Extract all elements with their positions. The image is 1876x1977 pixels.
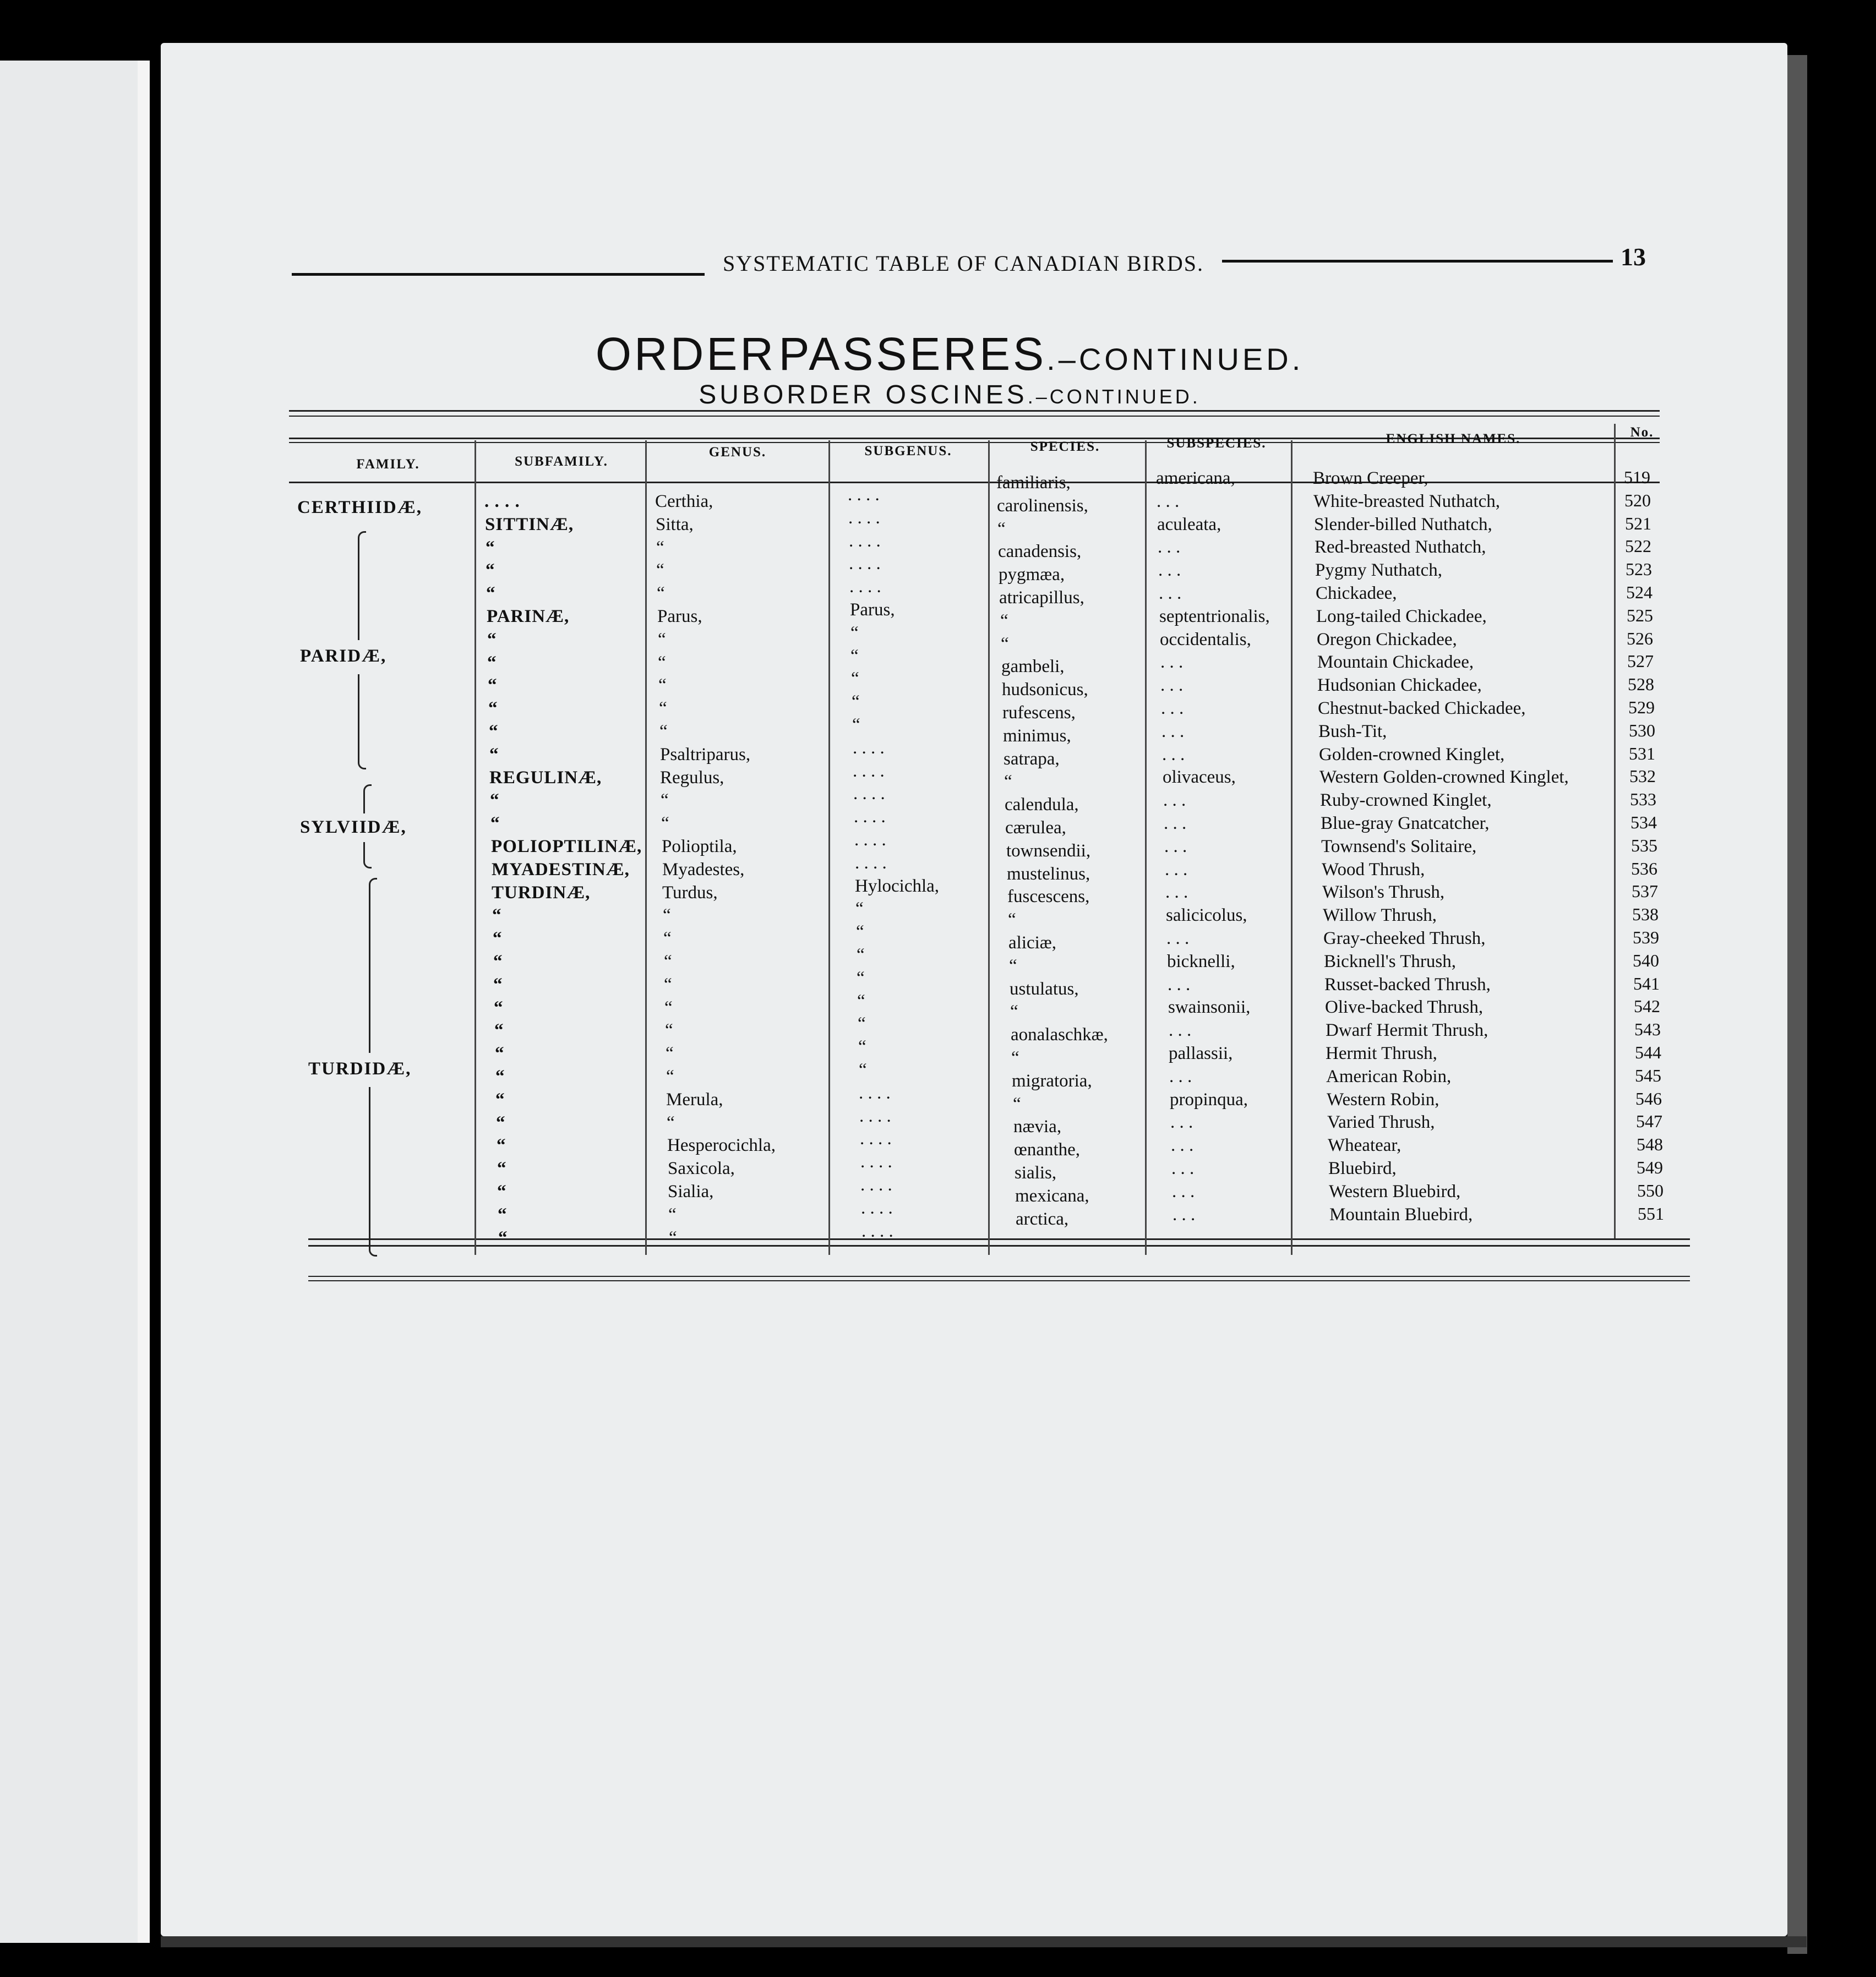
- cell-no: 526: [1627, 629, 1653, 648]
- cell-no: 549: [1637, 1157, 1663, 1177]
- cell-subspecies: salicicolus,: [1166, 905, 1247, 925]
- cell-subfamily: “: [497, 1182, 507, 1202]
- cell-english: Mountain Bluebird,: [1329, 1205, 1473, 1225]
- cell-no: 546: [1635, 1089, 1662, 1108]
- cell-subgenus: . . . .: [860, 1152, 892, 1172]
- cell-genus: “: [657, 583, 665, 603]
- cell-subspecies: . . .: [1159, 583, 1182, 603]
- cell-subgenus: “: [852, 692, 860, 712]
- col-header-genus: GENUS.: [708, 445, 767, 460]
- cell-no: 530: [1629, 720, 1655, 740]
- cell-subspecies: . . .: [1164, 837, 1187, 856]
- cell-subspecies: . . .: [1163, 790, 1186, 810]
- cell-subgenus: . . . .: [861, 1221, 893, 1241]
- cell-no: 522: [1625, 536, 1651, 556]
- cell-subfamily: REGULINÆ,: [489, 768, 602, 788]
- order-label: ORDER: [595, 328, 777, 380]
- cell-genus: “: [668, 1205, 677, 1225]
- cell-subfamily: “: [488, 698, 498, 718]
- cell-no: 540: [1633, 951, 1659, 970]
- cell-subfamily: PARINÆ,: [487, 607, 570, 626]
- cell-genus: Regulus,: [660, 768, 724, 788]
- cell-species: gambeli,: [1001, 657, 1065, 676]
- cell-no: 548: [1637, 1134, 1663, 1154]
- cell-genus: “: [659, 698, 667, 718]
- cell-genus: Saxicola,: [668, 1159, 735, 1178]
- cell-english: Blue-gray Gnatcatcher,: [1321, 813, 1490, 833]
- cell-english: Bush-Tit,: [1318, 722, 1387, 741]
- cell-subspecies: . . .: [1170, 1112, 1193, 1132]
- cell-subfamily: . . . .: [484, 491, 520, 511]
- cell-no: 541: [1633, 974, 1660, 993]
- family-brace: [358, 674, 366, 769]
- cell-species: “: [1009, 956, 1017, 976]
- cell-genus: “: [661, 813, 669, 833]
- cell-subgenus: . . . .: [861, 1198, 893, 1218]
- cell-no: 528: [1628, 674, 1654, 694]
- cell-subfamily: “: [495, 1044, 505, 1063]
- cell-subgenus: . . . .: [853, 738, 885, 758]
- cell-species: ustulatus,: [1010, 979, 1079, 999]
- cell-species: carolinensis,: [997, 496, 1088, 516]
- cell-english: Gray-cheeked Thrush,: [1323, 929, 1486, 948]
- cell-subgenus: “: [850, 646, 859, 666]
- cell-subgenus: . . . .: [860, 1175, 892, 1195]
- cell-subgenus: “: [857, 991, 865, 1011]
- cell-no: 521: [1625, 514, 1651, 533]
- cell-subgenus: . . . .: [854, 830, 886, 850]
- cell-genus: “: [658, 653, 666, 673]
- cell-subfamily: “: [487, 630, 497, 649]
- suborder-label: SUBORDER OSCINES: [699, 380, 1028, 409]
- cell-species: canadensis,: [998, 542, 1082, 561]
- cell-genus: “: [663, 929, 672, 948]
- cell-no: 544: [1635, 1042, 1661, 1062]
- cell-species: hudsonicus,: [1002, 680, 1088, 700]
- cell-subgenus: . . . .: [849, 554, 881, 574]
- cell-genus: “: [663, 905, 671, 925]
- cell-subspecies: . . .: [1171, 1159, 1195, 1178]
- cell-genus: “: [661, 790, 669, 810]
- cell-subgenus: “: [856, 922, 864, 942]
- cell-subfamily: “: [493, 952, 503, 971]
- cell-species: mexicana,: [1015, 1186, 1089, 1206]
- cell-species: fuscescens,: [1007, 887, 1090, 906]
- cell-english: Bicknell's Thrush,: [1324, 952, 1456, 971]
- col-header-number: No.: [1630, 425, 1654, 440]
- family-brace: [369, 878, 377, 1053]
- cell-genus: “: [656, 538, 664, 558]
- cell-subspecies: . . .: [1172, 1205, 1196, 1225]
- cell-species: “: [1013, 1094, 1021, 1114]
- cell-species: migratoria,: [1012, 1071, 1092, 1091]
- cell-subspecies: . . .: [1168, 975, 1191, 995]
- cell-subspecies: olivaceus,: [1163, 767, 1236, 787]
- cell-species: “: [1008, 910, 1016, 930]
- cell-species: mustelinus,: [1007, 864, 1090, 884]
- cell-subfamily: “: [490, 813, 500, 833]
- cell-english: Pygmy Nuthatch,: [1315, 560, 1442, 580]
- cell-subfamily: “: [487, 653, 497, 673]
- col-header-species: SPECIES.: [1030, 439, 1100, 454]
- running-head: SYSTEMATIC TABLE OF CANADIAN BIRDS.: [723, 251, 1204, 276]
- cell-species: aliciæ,: [1008, 933, 1057, 953]
- cell-english: Hermit Thrush,: [1326, 1044, 1437, 1063]
- cell-subfamily: POLIOPTILINÆ,: [491, 837, 642, 856]
- cell-genus: “: [664, 998, 673, 1018]
- cell-subfamily: “: [495, 1067, 505, 1086]
- cell-english: Brown Creeper,: [1313, 468, 1428, 488]
- family-brace: [363, 784, 372, 813]
- cell-subgenus: “: [858, 1037, 866, 1057]
- col-header-family: FAMILY.: [356, 457, 420, 472]
- cell-no: 551: [1638, 1204, 1664, 1224]
- family-paridae: PARIDÆ,: [300, 646, 387, 666]
- family-brace: [363, 842, 372, 869]
- cell-subgenus: . . . .: [849, 577, 881, 597]
- cell-no: 519: [1624, 467, 1650, 487]
- cell-genus: Sitta,: [656, 515, 694, 534]
- cell-subfamily: “: [493, 975, 503, 995]
- cell-english: Long-tailed Chickadee,: [1316, 607, 1487, 626]
- family-brace: [358, 531, 366, 640]
- cell-subspecies: . . .: [1169, 1020, 1192, 1040]
- cell-subspecies: . . .: [1169, 1067, 1192, 1086]
- cell-subspecies: . . .: [1157, 491, 1180, 511]
- cell-english: Hudsonian Chickadee,: [1317, 675, 1482, 695]
- cell-subfamily: “: [488, 675, 498, 695]
- cell-no: 536: [1631, 859, 1657, 878]
- cell-subgenus: . . . .: [853, 761, 885, 781]
- cell-subspecies: septentrionalis,: [1159, 607, 1270, 626]
- cell-english: Western Robin,: [1327, 1090, 1439, 1110]
- cell-no: 534: [1630, 812, 1657, 832]
- cell-subgenus: Hylocichla,: [855, 876, 940, 896]
- cell-species: atricapillus,: [999, 588, 1084, 608]
- cell-species: familiaris,: [996, 473, 1071, 493]
- suborder-continued: .–CONTINUED.: [1027, 385, 1201, 408]
- cell-genus: Psaltriparus,: [660, 745, 751, 764]
- cell-species: pygmæa,: [999, 565, 1065, 585]
- cell-species: “: [1010, 1002, 1018, 1022]
- cell-subspecies: . . .: [1158, 560, 1181, 580]
- cell-genus: Sialia,: [668, 1182, 714, 1202]
- cell-genus: “: [656, 560, 664, 580]
- cell-genus: “: [664, 952, 672, 971]
- cell-subspecies: . . .: [1172, 1182, 1195, 1202]
- col-header-subgenus: SUBGENUS.: [864, 444, 952, 458]
- cell-subspecies: . . .: [1160, 652, 1184, 672]
- order-name: PASSERES: [778, 328, 1047, 380]
- cell-subgenus: . . . .: [848, 508, 880, 528]
- cell-subspecies: propinqua,: [1170, 1090, 1248, 1110]
- cell-no: 524: [1626, 582, 1653, 602]
- cell-subgenus: . . . .: [855, 853, 887, 873]
- col-header-subfamily: SUBFAMILY.: [515, 454, 608, 469]
- cell-english: Olive-backed Thrush,: [1325, 997, 1484, 1017]
- cell-subgenus: “: [859, 1060, 867, 1080]
- cell-subfamily: “: [489, 745, 499, 764]
- cell-genus: “: [658, 630, 666, 649]
- cell-genus: Turdus,: [662, 883, 718, 903]
- col-header-subspecies: SUBSPECIES.: [1166, 436, 1267, 451]
- family-turdidae: TURDIDÆ,: [308, 1059, 412, 1079]
- cell-subgenus: “: [852, 715, 860, 735]
- cell-english: Townsend's Solitaire,: [1321, 837, 1477, 856]
- cell-no: 538: [1632, 904, 1659, 924]
- cell-english: Chickadee,: [1316, 583, 1397, 603]
- cell-subgenus: “: [858, 1014, 866, 1034]
- cell-english: Western Golden-crowned Kinglet,: [1319, 767, 1569, 787]
- cell-no: 539: [1633, 927, 1659, 947]
- cell-species: “: [997, 519, 1006, 539]
- page-number: 13: [1621, 243, 1646, 271]
- cell-genus: Certhia,: [655, 491, 713, 511]
- cell-species: “: [1011, 1048, 1019, 1068]
- cell-no: 547: [1636, 1111, 1662, 1131]
- cell-genus: Merula,: [666, 1090, 723, 1110]
- cell-subfamily: “: [497, 1135, 506, 1155]
- cell-genus: Parus,: [657, 607, 702, 626]
- cell-subspecies: . . .: [1166, 929, 1190, 948]
- cell-genus: “: [659, 722, 668, 741]
- cell-no: 527: [1627, 651, 1654, 671]
- cell-subfamily: “: [492, 905, 502, 925]
- cell-subspecies: bicknelli,: [1167, 952, 1235, 971]
- cell-subspecies: . . .: [1164, 813, 1187, 833]
- cell-species: nævia,: [1013, 1117, 1062, 1137]
- cell-species: townsendii,: [1006, 841, 1091, 861]
- cell-subfamily: TURDINÆ,: [492, 883, 591, 903]
- cell-english: White-breasted Nuthatch,: [1313, 491, 1501, 511]
- cell-english: Wheatear,: [1328, 1135, 1401, 1155]
- cell-genus: “: [667, 1113, 675, 1133]
- cell-genus: “: [658, 675, 667, 695]
- cell-subspecies: . . .: [1165, 882, 1188, 902]
- cell-species: “: [1001, 634, 1009, 654]
- cell-subfamily: “: [486, 583, 496, 603]
- cell-subspecies: . . .: [1162, 745, 1185, 764]
- cell-species: sialis,: [1015, 1163, 1057, 1183]
- cell-subfamily: “: [494, 998, 504, 1018]
- cell-genus: “: [666, 1044, 674, 1063]
- cell-subspecies: occidentalis,: [1160, 630, 1251, 649]
- cell-subgenus: “: [857, 968, 865, 988]
- cell-english: Ruby-crowned Kinglet,: [1320, 790, 1492, 810]
- cell-subgenus: . . . .: [854, 807, 886, 827]
- cell-genus: “: [665, 1020, 673, 1040]
- cell-subgenus: . . . .: [853, 784, 885, 804]
- cell-english: Oregon Chickadee,: [1317, 630, 1457, 649]
- cell-subgenus: . . . .: [860, 1129, 892, 1149]
- cell-english: Western Bluebird,: [1329, 1182, 1461, 1202]
- cell-english: Varied Thrush,: [1327, 1112, 1435, 1132]
- cell-subfamily: “: [498, 1205, 508, 1225]
- cell-subfamily: “: [486, 560, 495, 580]
- cell-species: minimus,: [1003, 726, 1071, 746]
- cell-subgenus: . . . .: [848, 485, 880, 505]
- cell-subfamily: “: [496, 1113, 506, 1133]
- cell-no: 533: [1630, 789, 1656, 809]
- cell-english: Red-breasted Nuthatch,: [1315, 537, 1486, 557]
- cell-subfamily: “: [490, 790, 500, 810]
- cell-subspecies: . . .: [1161, 722, 1185, 741]
- cell-no: 537: [1632, 881, 1658, 901]
- cell-english: Dwarf Hermit Thrush,: [1326, 1020, 1488, 1040]
- cell-subgenus: . . . .: [859, 1083, 891, 1103]
- cell-english: Mountain Chickadee,: [1317, 652, 1474, 672]
- cell-subfamily: “: [489, 722, 499, 741]
- cell-english: Golden-crowned Kinglet,: [1319, 745, 1505, 764]
- cell-subspecies: pallassii,: [1169, 1044, 1233, 1063]
- cell-no: 535: [1631, 835, 1657, 855]
- cell-english: Wood Thrush,: [1322, 860, 1425, 880]
- col-header-english-names: ENGLISH NAMES.: [1386, 432, 1521, 446]
- cell-subspecies: . . .: [1160, 675, 1184, 695]
- cell-english: Bluebird,: [1328, 1159, 1397, 1178]
- cell-subgenus: . . . .: [849, 531, 881, 551]
- cell-english: Willow Thrush,: [1323, 905, 1437, 925]
- cell-genus: “: [669, 1228, 677, 1248]
- cell-subspecies: . . .: [1158, 537, 1181, 557]
- order-continued: .–CONTINUED.: [1046, 342, 1304, 376]
- cell-genus: Polioptila,: [662, 837, 737, 856]
- family-certhiidae: CERTHIIDÆ,: [297, 498, 422, 517]
- cell-subspecies: swainsonii,: [1168, 997, 1251, 1017]
- cell-subfamily: SITTINÆ,: [485, 515, 574, 534]
- cell-genus: “: [666, 1067, 674, 1086]
- cell-no: 550: [1637, 1181, 1664, 1200]
- cell-subgenus: “: [851, 669, 859, 689]
- cell-subfamily: “: [493, 929, 503, 948]
- cell-subfamily: “: [498, 1228, 508, 1248]
- cell-subfamily: “: [497, 1159, 507, 1178]
- cell-subspecies: . . .: [1171, 1135, 1194, 1155]
- cell-genus: Hesperocichla,: [667, 1135, 776, 1155]
- cell-no: 545: [1635, 1066, 1661, 1085]
- cell-species: aonalaschkæ,: [1011, 1025, 1108, 1045]
- family-brace: [369, 1087, 377, 1257]
- cell-english: Russet-backed Thrush,: [1324, 975, 1491, 995]
- cell-subfamily: “: [486, 538, 495, 558]
- cell-species: arctica,: [1016, 1209, 1069, 1229]
- cell-no: 531: [1629, 744, 1655, 763]
- cell-english: Slender-billed Nuthatch,: [1314, 515, 1492, 534]
- cell-no: 529: [1628, 697, 1655, 717]
- cell-genus: Myadestes,: [662, 860, 745, 880]
- cell-subspecies: aculeata,: [1157, 515, 1221, 534]
- cell-subfamily: “: [494, 1020, 504, 1040]
- cell-species: cærulea,: [1005, 818, 1066, 838]
- cell-species: “: [1000, 611, 1008, 631]
- cell-english: Wilson's Thrush,: [1322, 882, 1445, 902]
- cell-no: 525: [1627, 605, 1653, 625]
- cell-species: satrapa,: [1004, 749, 1060, 769]
- cell-subspecies: . . .: [1165, 860, 1188, 880]
- cell-subgenus: “: [855, 899, 864, 919]
- cell-no: 542: [1634, 996, 1660, 1016]
- cell-subfamily: MYADESTINÆ,: [492, 860, 630, 880]
- cell-no: 523: [1626, 559, 1652, 579]
- cell-subgenus: Parus,: [850, 600, 895, 620]
- cell-no: 543: [1634, 1019, 1661, 1039]
- cell-subspecies: americana,: [1156, 468, 1235, 488]
- family-sylviidae: SYLVIIDÆ,: [300, 817, 407, 837]
- cell-species: calendula,: [1005, 795, 1079, 815]
- cell-no: 520: [1624, 490, 1651, 510]
- cell-english: American Robin,: [1326, 1067, 1452, 1086]
- cell-subgenus: . . . .: [859, 1106, 891, 1126]
- cell-no: 532: [1629, 766, 1656, 786]
- cell-species: rufescens,: [1002, 703, 1076, 723]
- cell-genus: “: [664, 975, 672, 995]
- cell-english: Chestnut-backed Chickadee,: [1318, 698, 1526, 718]
- cell-subspecies: . . .: [1161, 698, 1184, 718]
- cell-species: “: [1004, 772, 1012, 791]
- cell-subfamily: “: [495, 1090, 505, 1110]
- cell-subgenus: “: [857, 945, 865, 965]
- cell-subgenus: “: [850, 623, 859, 643]
- cell-species: œnanthe,: [1014, 1140, 1081, 1160]
